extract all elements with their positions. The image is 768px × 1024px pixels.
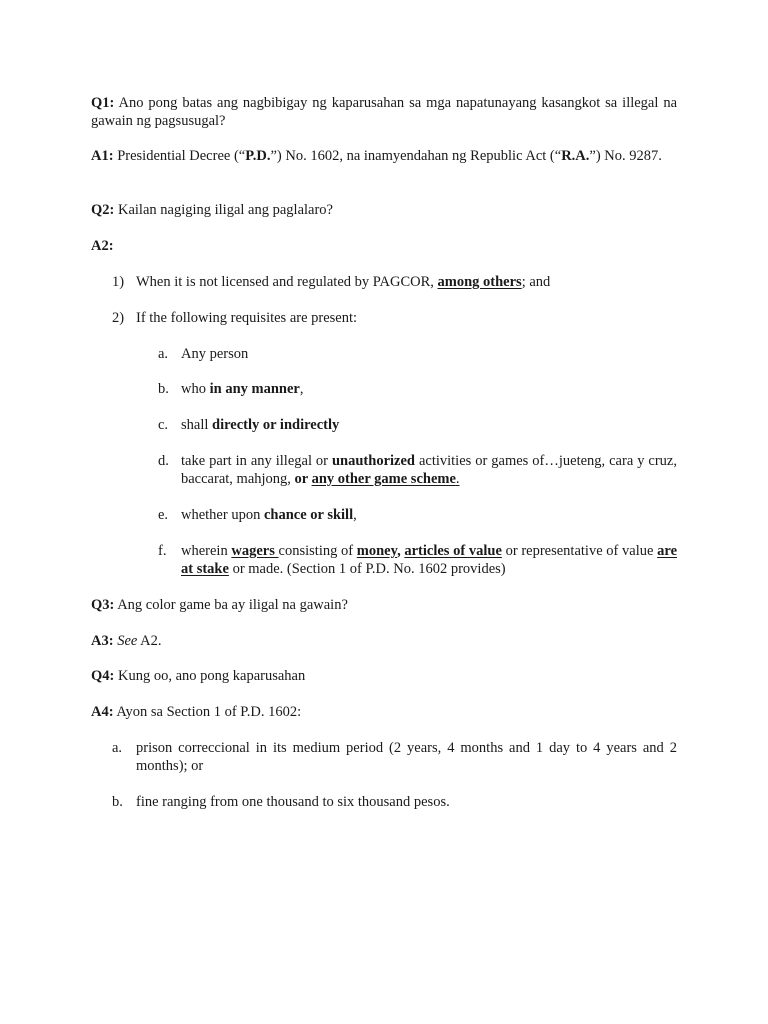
answer-text: Presidential Decree (“ xyxy=(117,148,246,164)
sublist-text xyxy=(181,416,677,434)
answer-label: A1: xyxy=(91,148,114,164)
list-text xyxy=(136,273,677,291)
list-text: fine ranging from one thousand to six thousand pesos. xyxy=(136,794,450,810)
sublist-text xyxy=(181,380,677,398)
sublist-marker: d. xyxy=(158,453,169,469)
answer-text: ”) No. 1602, na inamyendahan ng Republic Act (“ xyxy=(270,148,562,164)
answer-label: A3: xyxy=(91,633,114,649)
text-part: or representative of value xyxy=(501,543,658,559)
text-part: who xyxy=(181,381,210,397)
question-3 xyxy=(91,596,677,614)
emphasis-text: in any manner xyxy=(209,381,300,397)
list-text-part: ; and xyxy=(521,274,551,290)
sublist-marker: f. xyxy=(158,543,167,559)
sublist-marker: b. xyxy=(158,381,169,397)
answer-4 xyxy=(91,703,677,721)
answer-label: A4: xyxy=(91,704,114,720)
emphasis-text: among others xyxy=(437,274,522,290)
emphasis-text: any other game scheme xyxy=(311,471,456,487)
list-text: prison correccional in its medium period (2 years, 4 months and 1 day to 4 years and 2 months); or xyxy=(136,740,677,774)
question-text: Kung oo, ano pong kaparusahan xyxy=(117,668,306,684)
question-1 xyxy=(91,94,677,130)
answer-2-heading xyxy=(91,237,677,255)
text-part: take part in any illegal or xyxy=(181,453,332,469)
sublist-marker: e. xyxy=(158,507,169,523)
emphasis-text: or xyxy=(294,471,312,487)
question-text: Kailan nagiging iligal ang paglalaro? xyxy=(117,202,333,218)
question-text: Ano pong batas ang nagbibigay ng kaparusahan sa mga napatunayang kasangkot sa illegal na gawain ng pagsusugal? xyxy=(91,95,678,129)
sublist-text: Any person xyxy=(181,346,249,362)
emphasis-text: , xyxy=(397,543,405,559)
see-reference: See xyxy=(117,633,138,649)
emphasis-text: wagers xyxy=(231,543,279,559)
list-marker: b. xyxy=(112,794,123,810)
emphasis-text: chance or skill xyxy=(263,507,354,523)
sublist-marker: c. xyxy=(158,417,169,433)
text-part: whether upon xyxy=(181,507,264,523)
answer-1 xyxy=(91,147,677,165)
sublist-text xyxy=(181,506,677,524)
question-text: Ang color game ba ay iligal na gawain? xyxy=(117,597,348,613)
question-2 xyxy=(91,201,677,219)
answer-label: A2: xyxy=(91,238,114,254)
answer-3 xyxy=(91,632,677,650)
list-text-part: When it is not licensed and regulated by PAGCOR, xyxy=(136,274,438,290)
text-part: consisting of xyxy=(278,543,357,559)
list-marker: 1) xyxy=(112,274,125,290)
emphasis-text: are at stake xyxy=(181,543,678,577)
question-label: Q4: xyxy=(91,668,115,684)
answer-text: ”) No. 9287. xyxy=(589,148,662,164)
text-part: , xyxy=(353,507,357,523)
question-label: Q1: xyxy=(91,95,115,111)
text-part: . xyxy=(455,471,460,487)
question-label: Q2: xyxy=(91,202,115,218)
text-part: shall xyxy=(181,417,213,433)
text-part: , xyxy=(299,381,304,397)
emphasis-text: unauthorized xyxy=(331,453,415,469)
pd-abbrev: P.D. xyxy=(245,148,271,164)
list-text: If the following requisites are present: xyxy=(136,310,358,326)
emphasis-text: articles of value xyxy=(404,543,502,559)
list-marker: 2) xyxy=(112,310,125,326)
sublist-text xyxy=(181,542,677,578)
sublist-marker: a. xyxy=(158,346,169,362)
text-part: activities or games of…jueteng, cara y cruz, baccarat, mahjong, xyxy=(181,453,677,487)
sublist-text xyxy=(181,452,677,488)
answer-text: Ayon sa Section 1 of P.D. 1602: xyxy=(116,704,302,720)
text-part: wherein xyxy=(181,543,232,559)
text-part: or made. (Section 1 of P.D. No. 1602 provides) xyxy=(228,561,506,577)
list-marker: a. xyxy=(112,740,123,756)
question-4 xyxy=(91,667,677,685)
emphasis-text: money xyxy=(356,543,398,559)
question-label: Q3: xyxy=(91,597,115,613)
emphasis-text: directly or indirectly xyxy=(212,417,340,433)
ra-abbrev: R.A. xyxy=(561,148,590,164)
answer-text: A2. xyxy=(140,633,162,649)
